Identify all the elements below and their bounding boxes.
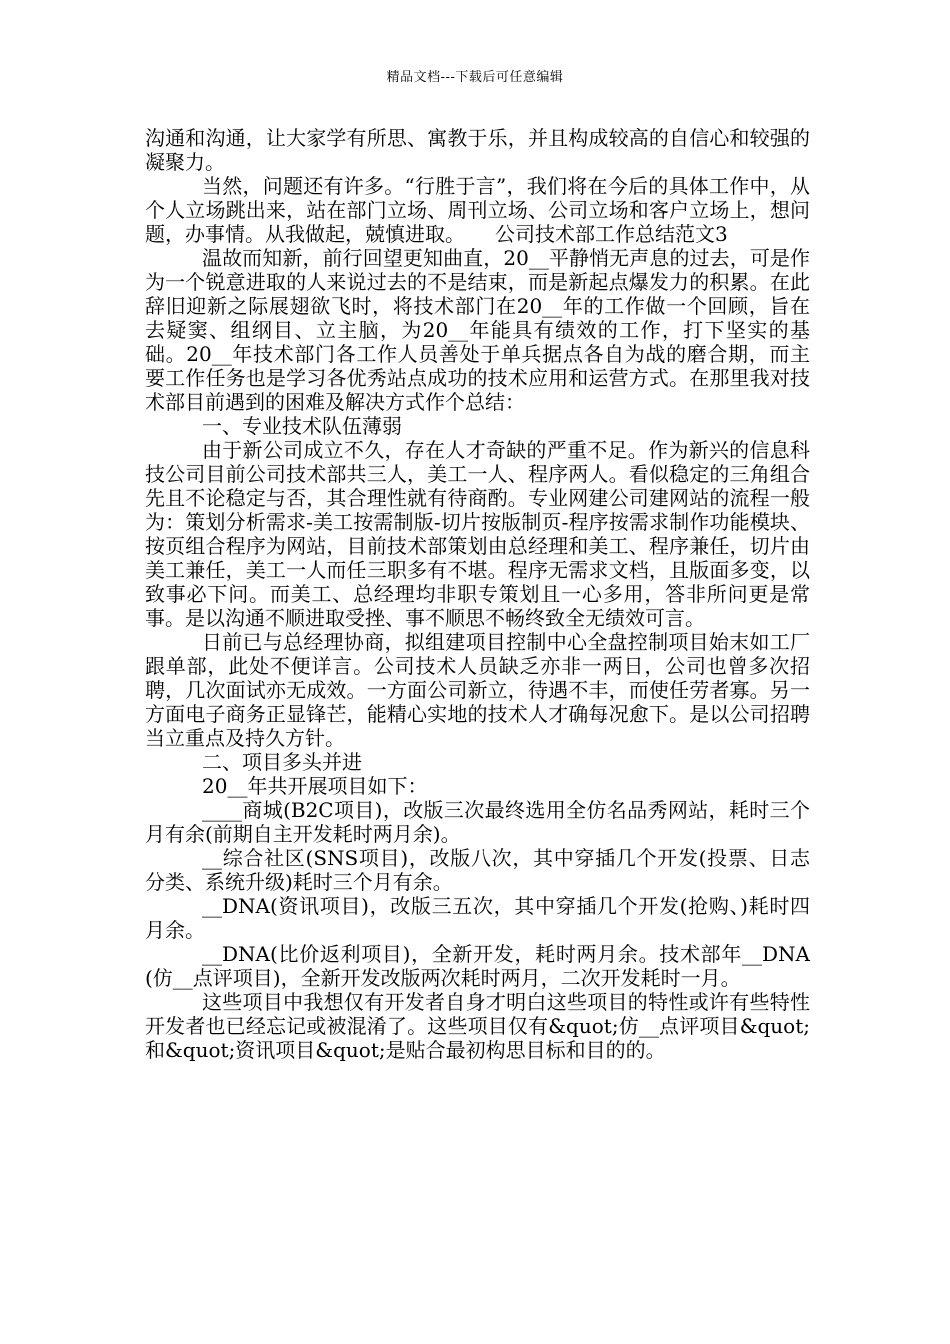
project-item: __DNA(比价返利项目)，全新开发，耗时两月余。技术部年__DNA(仿__点评项目)，全新开发改版两次耗时两月，二次开发耗时一月。 — [145, 942, 810, 990]
paragraph: 当然，问题还有许多。“行胜于言”，我们将在今后的具体工作中，从个人立场跳出来，站在部门立场、周刊立场、公司立场和客户立场上，想问题，办事情。从我做起，兢慎进取。 公司技术部工作总结范文3 — [145, 174, 810, 246]
paragraph: 20__年共开展项目如下： — [202, 774, 428, 798]
paragraph: 温故而知新，前行回望更知曲直，20__平静悄无声息的过去，可是作为一个锐意进取的人来说过去的不是结束，而是新起点爆发力的积累。在此辞旧迎新之际展翅欲飞时，将技术部门在20__年的工作做一个回顾，旨在去疑窦、组纲目、立主脑，为20__年能具有绩效的工作，打下坚实的基础。20__年技术部门各工作人员善处于单兵据点各自为战的磨合期，而主要工作任务也是学习各优秀站点成功的技术应用和运营方式。在那里我对技术部目前遇到的困难及解决方式作个总结： — [145, 246, 810, 414]
project-item: ____商城(B2C项目)，改版三次最终选用全仿名品秀网站，耗时三个月有余(前期自主开发耗时两月余)。 — [145, 798, 810, 846]
project-item: __综合社区(SNS项目)，改版八次，其中穿插几个开发(投票、日志分类、系统升级)耗时三个月有余。 — [145, 846, 810, 894]
project-item: __DNA(资讯项目)，改版三五次，其中穿插几个开发(抢购、)耗时四月余。 — [145, 894, 810, 942]
paragraph: 由于新公司成立不久，存在人才奇缺的严重不足。作为新兴的信息科技公司目前公司技术部共三人，美工一人、程序两人。看似稳定的三角组合先且不论稳定与否，其合理性就有待商酌。专业网建公司建网站的流程一般为：策划分析需求-美工按需制版-切片按版制页-程序按需求制作功能模块、按页组合程序为网站，目前技术部策划由总经理和美工、程序兼任，切片由美工兼任，美工一人而任三职多有不堪。程序无需求文档，且版面多变，以致事必下问。而美工、总经理均非职专策划且一心多用，答非所问更是常事。是以沟通不顺进取受挫、事不顺思不畅终致全无绩效可言。 — [145, 438, 810, 630]
document-body — [145, 126, 810, 1062]
section-heading: 二、项目多头并进 — [202, 750, 362, 774]
section-heading: 一、专业技术队伍薄弱 — [202, 414, 402, 438]
paragraph: 日前已与总经理协商，拟组建项目控制中心全盘控制项目始末如工厂跟单部，此处不便详言。公司技术人员缺乏亦非一两日，公司也曾多次招聘，几次面试亦无成效。一方面公司新立，待遇不丰，而使任劳者寡。另一方面电子商务正显锋芒，能精心实地的技术人才确每况愈下。是以公司招聘当立重点及持久方针。 — [145, 630, 810, 750]
page-header: 精品文档---下载后可任意编辑 — [386, 70, 564, 85]
paragraph: 沟通和沟通，让大家学有所思、寓教于乐，并且构成较高的自信心和较强的凝聚力。 — [145, 126, 810, 174]
paragraph: 这些项目中我想仅有开发者自身才明白这些项目的特性或许有些特性开发者也已经忘记或被混淆了。这些项目仅有&quot;仿__点评项目&quot;和&quot;资讯项目&quot;是贴合最初构思目标和目的的。 — [145, 990, 810, 1062]
